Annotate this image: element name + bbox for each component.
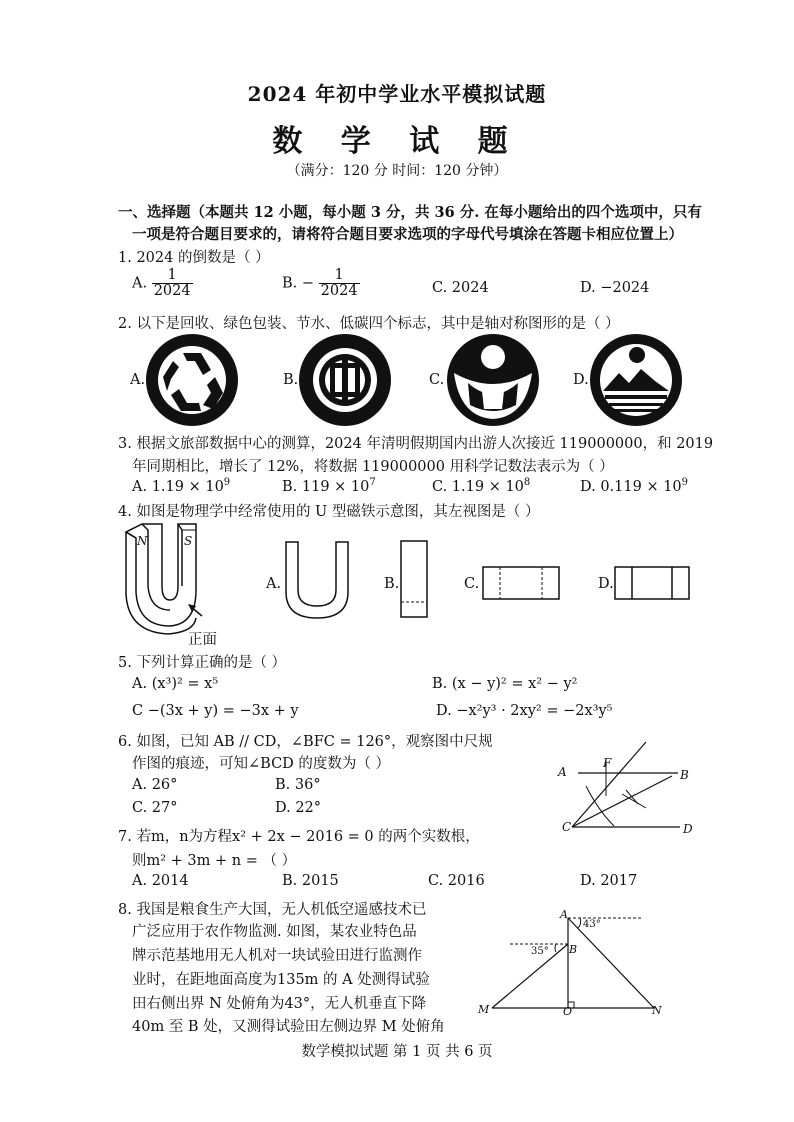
q4-stem: 4. 如图是物理学中经常使用的 U 型磁铁示意图，其左视图是（ ） xyxy=(118,504,540,520)
q6-label-b: B xyxy=(680,768,689,782)
green-packaging-logo-icon xyxy=(298,333,392,427)
q3-line2: 年同期相比，增长了 12%，将数据 119000000 用科学记数法表示为（ ） xyxy=(132,459,614,475)
q4-option-b: B. xyxy=(384,576,400,592)
q4-option-a-figure xyxy=(284,540,350,620)
q6-label-c: C xyxy=(562,820,572,834)
q4-option-d: D. xyxy=(598,576,614,592)
section-heading-line1: 一、选择题（本题共 12 小题，每小题 3 分，共 36 分. 在每小题给出的四个选项中，只有 xyxy=(118,204,702,221)
q8-line5: 田右侧出界 N 处俯角为43°，无人机垂直下降 xyxy=(132,996,427,1012)
q1-option-c: C. 2024 xyxy=(432,280,489,296)
q6-label-d: D xyxy=(683,822,693,836)
q4-option-d-figure xyxy=(614,566,690,600)
q8-line3: 牌示范基地用无人机对一块试验田进行监测作 xyxy=(132,948,422,964)
q6-option-c: C. 27° xyxy=(132,800,178,816)
q8-label-m: M xyxy=(478,1003,490,1016)
q8-label-o: O xyxy=(563,1005,573,1018)
q7-line1: 7. 若m，n为方程x² + 2x − 2016 = 0 的两个实数根， xyxy=(118,829,480,845)
exam-title: 数 学 试 题 xyxy=(272,124,522,159)
q8-label-a: A xyxy=(560,908,568,921)
q3-option-d: D. $0.119 \times 10^9$ xyxy=(580,477,689,495)
q6-label-a: A xyxy=(558,765,567,779)
q2-option-d: D. xyxy=(573,372,589,388)
q7-option-d: D. 2017 xyxy=(580,873,638,889)
magnet-s-label: S xyxy=(184,534,193,548)
q7-option-b: B. 2015 xyxy=(282,873,339,889)
q8-angle-35: 35° xyxy=(531,946,549,957)
q7-option-c: C. 2016 xyxy=(428,873,485,889)
q4-option-c-figure xyxy=(482,566,560,600)
q6-line1: 6. 如图，已知 AB // CD，∠BFC = 126°，观察图中尺规 xyxy=(118,734,493,750)
q1-option-b: B. − $\frac{1}{2024}$ xyxy=(282,267,358,300)
exam-meta: （满分：120 分 时间：120 分钟） xyxy=(286,163,508,179)
q5-stem: 5. 下列计算正确的是（ ） xyxy=(118,655,287,671)
q3-line1: 3. 根据文旅部数据中心的测算，2024 年清明假期国内出游人次接近 119000000，和 2019 xyxy=(118,436,714,452)
q5-option-c: C −(3x + y) = −3x + y xyxy=(132,703,299,719)
q2-option-c: C. xyxy=(429,372,445,388)
q3-option-b: B. $119 \times 10^7$ xyxy=(282,477,376,495)
q8-label-n: N xyxy=(652,1004,662,1017)
q6-option-a: A. 26° xyxy=(132,777,178,793)
front-label: 正面 xyxy=(188,632,217,648)
q3-option-c: C. $1.19 \times 10^8$ xyxy=(432,477,531,495)
q2-stem: 2. 以下是回收、绿色包装、节水、低碳四个标志，其中是轴对称图形的是（ ） xyxy=(118,316,620,332)
q6-option-b: B. 36° xyxy=(275,777,321,793)
page-footer: 数学模拟试题 第 1 页 共 6 页 xyxy=(301,1044,493,1060)
q7-option-a: A. 2014 xyxy=(132,873,189,889)
q7-line2: 则m² + 3m + n = （ ） xyxy=(132,853,297,869)
q2-option-b: B. xyxy=(283,372,299,388)
q3-option-a: A. $1.19 \times 10^9$ xyxy=(132,477,231,495)
q1-stem: 1. 2024 的倒数是（ ） xyxy=(118,250,270,266)
q6-option-d: D. 22° xyxy=(275,800,322,816)
q6-label-f: F xyxy=(603,756,612,770)
q8-figure xyxy=(480,910,660,1020)
q5-option-a: A. (x³)² = x⁵ xyxy=(132,676,219,692)
q2-option-a: A. xyxy=(130,372,146,388)
q4-option-b-figure xyxy=(400,540,430,620)
exam-subtitle: 2024 年初中学业水平模拟试题 xyxy=(247,82,547,106)
recycle-logo-icon xyxy=(145,333,239,427)
section-heading-line2: 一项是符合题目要求的，请将符合题目要求选项的字母代号填涂在答题卡相应位置上） xyxy=(132,226,683,243)
q8-line1: 8. 我国是粮食生产大国，无人机低空遥感技术已 xyxy=(118,902,427,918)
q8-angle-43: 43° xyxy=(583,919,601,930)
q8-line4: 业时，在距地面高度为135m 的 A 处测得试验 xyxy=(132,972,430,988)
q4-option-c: C. xyxy=(464,576,480,592)
q5-option-b: B. (x − y)² = x² − y² xyxy=(432,676,578,692)
q1-option-a: A. $\frac{1}{2024}$ xyxy=(132,267,191,300)
q4-option-a: A. xyxy=(266,576,282,592)
magnet-n-label: N xyxy=(137,534,148,548)
low-carbon-logo-icon xyxy=(589,333,683,427)
q6-line2: 作图的痕迹，可知∠BCD 的度数为（ ） xyxy=(132,756,391,772)
q8-line2: 广泛应用于农作物监测. 如图，某农业特色品 xyxy=(132,924,417,940)
water-saving-logo-icon xyxy=(446,333,540,427)
q8-line6: 40m 至 B 处，又测得试验田左侧边界 M 处俯角 xyxy=(132,1019,445,1035)
q8-label-b: B xyxy=(569,943,578,956)
q1-option-d: D. −2024 xyxy=(580,280,650,296)
q5-option-d: D. −x²y³ · 2xy² = −2x³y⁵ xyxy=(436,703,613,719)
